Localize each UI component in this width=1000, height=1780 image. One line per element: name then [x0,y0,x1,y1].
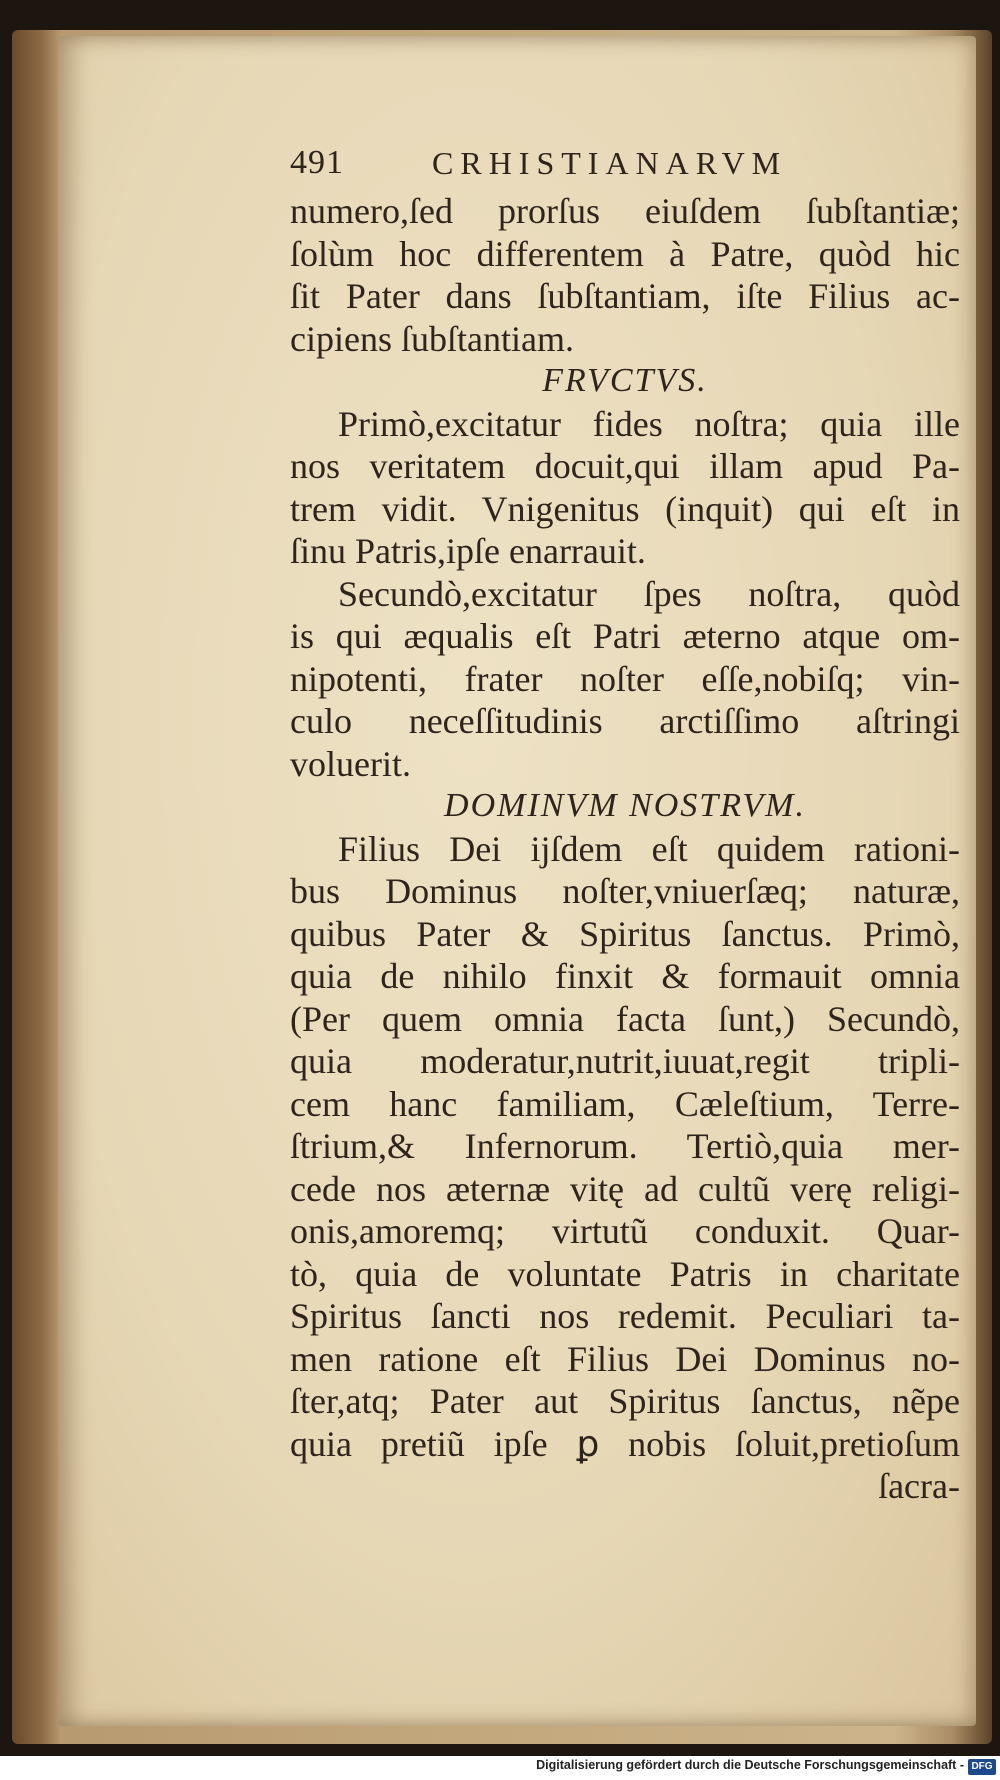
text-line: quia de nihilo finxit & formauit omnia [290,956,960,996]
text-line: onis,amoremq; virtutũ conduxit. Quar- [290,1211,960,1251]
text-line: voluerit. [290,743,411,784]
text-line: quibus Pater & Spiritus ſanctus. Primò, [290,913,960,954]
paragraph-3 [290,573,960,786]
page-text-block [290,142,960,1508]
text-line: (Per quem omnia facta ſunt,) Secundò, [290,998,960,1039]
dfg-logo: DFG [968,1759,996,1775]
text-line: cem hanc familiam, Cæleſtium, Terre- [290,1083,960,1124]
page-number: 491 [290,144,344,181]
text-line: bus Dominus noſter,vniuerſæq; naturæ, [290,871,960,911]
text-line: Filius Dei ijſdem eſt quidem rationi- [338,828,960,869]
text-line: ſtrium,& Infernorum. Tertiò,quia mer- [290,1126,960,1166]
text-line: ſolùm hoc differentem à Patre, quòd hic [290,233,960,274]
paragraph-4 [290,828,960,1466]
digitization-footer [0,1756,1000,1780]
text-line: trem vidit. Vnigenitus (inquit) qui eſt in [290,488,960,529]
catchword: ſacra- [878,1466,960,1506]
text-line: quia moderatur,nutrit,iuuat,regit tripli- [290,1041,960,1081]
text-line: cipiens ſubſtantiam. [290,318,574,359]
page-header [290,142,960,186]
text-line: nipotenti, frater noſter eſſe,nobiſq; vin- [290,658,960,699]
text-line: cede nos æternæ vitę ad cultũ verę religi- [290,1168,960,1209]
text-line: quia pretiũ ipſe ꝑ nobis ſoluit,pretioſum [290,1423,960,1464]
section-heading-dominum-nostrum: DOMINVM NOSTRVM. [444,787,806,824]
text-line: ſit Pater dans ſubſtantiam, iſte Filius ac- [290,276,960,316]
funding-credit: Digitalisierung gefördert durch die Deutsche Forschungsgemeinschaft - [536,1758,964,1772]
text-line: numero,ſed prorſus eiuſdem ſubſtantiæ; [290,191,960,231]
section-heading-fructus: FRVCTVS. [542,362,708,399]
text-line: ſinu Patris,ipſe enarrauit. [290,531,646,571]
text-line: Primò,excitatur fides noſtra; quia ille [338,403,960,444]
text-line: men ratione eſt Filius Dei Dominus no- [290,1338,960,1379]
text-line: culo neceſſitudinis arctiſſimo aſtringi [290,701,960,741]
text-line: tò, quia de voluntate Patris in charitate [290,1253,960,1294]
running-head: CRHISTIANARVM [432,145,788,181]
text-line: is qui æqualis eſt Patri æterno atque om- [290,616,960,656]
paragraph-2 [290,403,960,573]
text-line: nos veritatem docuit,qui illam apud Pa- [290,446,960,486]
text-line: Secundò,excitatur ſpes noſtra, quòd [338,573,960,614]
text-line: ſter,atq; Pater aut Spiritus ſanctus, nẽpe [290,1381,960,1421]
paragraph-1 [290,190,960,360]
text-line: Spiritus ſancti nos redemit. Peculiari ta- [290,1296,960,1336]
